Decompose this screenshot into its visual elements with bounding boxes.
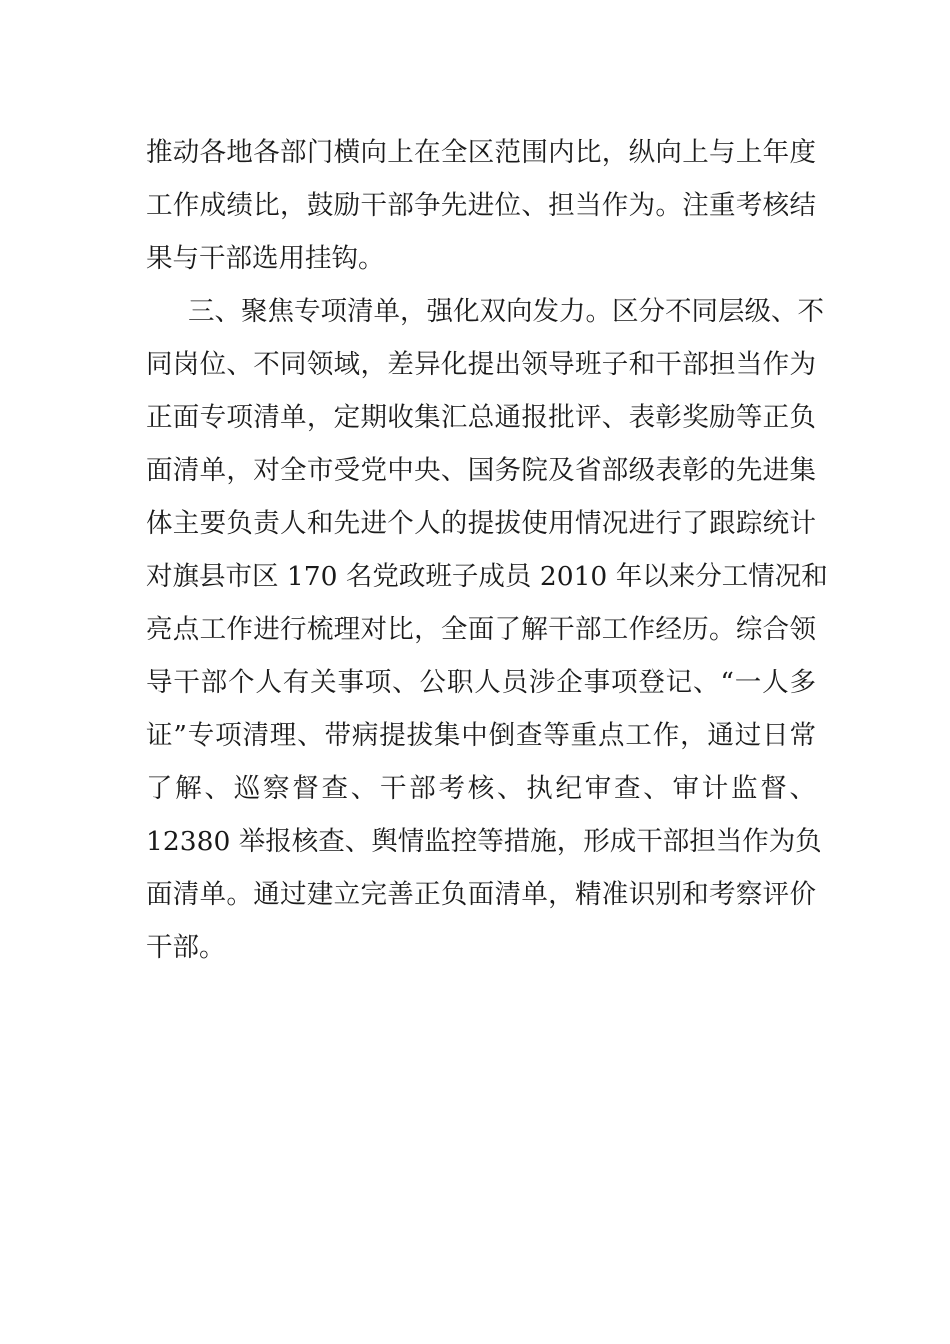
text-line: 面清单。通过建立完善正负面清单，精准识别和考察评价 xyxy=(146,879,816,910)
text-line: 导干部个人有关事项、公职人员涉企事项登记、“一人多 xyxy=(146,667,816,698)
text-line: 同岗位、不同领域，差异化提出领导班子和干部担当作为 xyxy=(146,349,816,380)
text-line: 亮点工作进行梳理对比，全面了解干部工作经历。综合领 xyxy=(146,614,816,645)
text-line: 工作成绩比，鼓励干部争先进位、担当作为。注重考核结 xyxy=(146,190,816,221)
text-line: 了解、巡察督查、干部考核、执纪审查、审计监督、 xyxy=(146,773,816,804)
text-line: 正面专项清单，定期收集汇总通报批评、表彰奖励等正负 xyxy=(146,402,816,433)
text-line: 果与干部选用挂钩。 xyxy=(146,243,385,274)
text-line: 对旗县市区 170 名党政班子成员 2010 年以来分工情况和 xyxy=(146,561,828,592)
text-line: 干部。 xyxy=(146,932,226,963)
text-line: 面清单，对全市受党中央、国务院及省部级表彰的先进集 xyxy=(146,455,816,486)
text-line: 三、聚焦专项清单，强化双向发力。区分不同层级、不 xyxy=(188,296,824,327)
text-line: 12380 举报核查、舆情监控等措施，形成干部担当作为负 xyxy=(146,826,822,857)
body-text xyxy=(146,126,828,974)
text-line: 证”专项清理、带病提拔集中倒查等重点工作，通过日常 xyxy=(146,720,816,751)
text-line: 体主要负责人和先进个人的提拔使用情况进行了跟踪统计 xyxy=(146,508,816,539)
text-line: 推动各地各部门横向上在全区范围内比，纵向上与上年度 xyxy=(146,137,816,168)
